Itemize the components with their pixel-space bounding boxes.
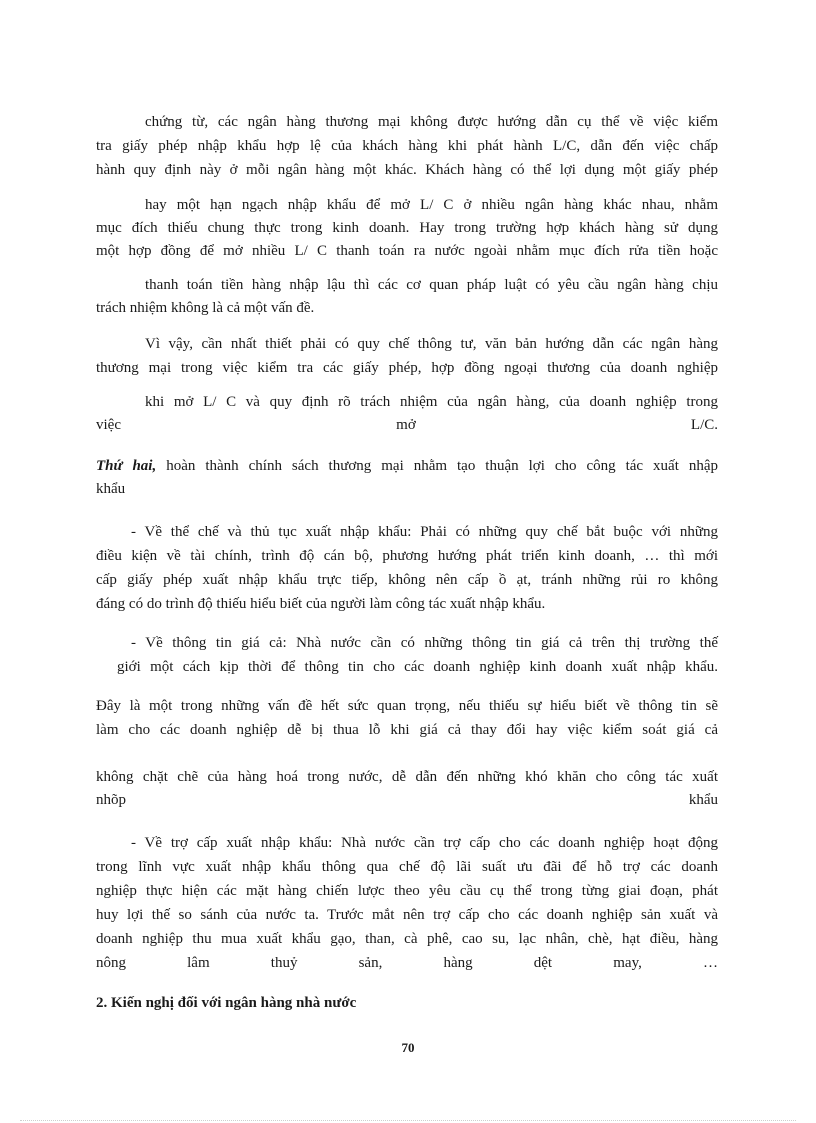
text-line: đáng có do trình độ thiếu hiểu biết của người làm công tác xuất nhập khẩu. — [96, 596, 546, 612]
text-line: không chặt chẽ của hàng hoá trong nước, dễ dẫn đến những khó khăn cho công tác xuất — [96, 769, 718, 785]
text-line: khẩu — [96, 481, 126, 497]
text-line: nghiệp thực hiện các mặt hàng chiến lược theo yêu cầu cụ thể trong từng giai đoạn, phát — [96, 883, 718, 899]
text-line: trách nhiệm không là cả một vấn đề. — [96, 300, 315, 316]
text-line: - Về thể chế và thủ tục xuất nhập khẩu: Phải có những quy chế bắt buộc với những — [131, 524, 718, 540]
text-line: hành quy định này ở mỗi ngân hàng một khác. Khách hàng có thể lợi dụng một giấy phép — [96, 162, 718, 178]
text-line: giới một cách kịp thời để thông tin cho các doanh nghiệp kinh doanh xuất nhập khẩu. — [117, 659, 718, 675]
page-number: 70 — [401, 1040, 415, 1055]
text-line: doanh nghiệp thu mua xuất khẩu gạo, than, cà phê, cao su, lạc nhân, chè, hạt điều, hàng — [96, 931, 718, 947]
text-line: hay một hạn ngạch nhập khẩu để mở L/ C ở nhiều ngân hàng khác nhau, nhằm — [145, 197, 718, 213]
text-line: - Về trợ cấp xuất nhập khẩu: Nhà nước cần trợ cấp cho các doanh nghiệp hoạt động — [131, 835, 718, 851]
text-line: Đây là một trong những vấn đề hết sức quan trọng, nếu thiếu sự hiểu biết về thông tin sẽ — [96, 698, 718, 714]
text-line: Vì vậy, cần nhất thiết phải có quy chế thông tư, văn bản hướng dẫn các ngân hàng — [145, 336, 718, 352]
section-heading: 2. Kiến nghị đối với ngân hàng nhà nước — [96, 995, 357, 1011]
text-line: nhõp khẩu — [96, 792, 718, 808]
lead-in: Thứ hai, — [96, 458, 157, 474]
text-line — [96, 457, 718, 475]
text-line: một hợp đồng để mở nhiều L/ C thanh toán ra nước ngoài nhằm mục đích rửa tiền hoặc — [96, 243, 718, 259]
footer-divider — [20, 1120, 796, 1121]
text-line: mục đích thiếu chung thực trong kinh doanh. Hay trong trường hợp khách hàng sử dụng — [96, 220, 718, 236]
text-line: làm cho các doanh nghiệp dễ bị thua lỗ khi giá cả thay đổi hay việc kiểm soát giá cả — [96, 722, 718, 738]
text-line: điều kiện về tài chính, trình độ cán bộ, phương hướng phát triển kinh doanh, … thì mới — [96, 548, 718, 564]
text-line: trong lĩnh vực xuất nhập khẩu thông qua chế độ lãi suất ưu đãi để hỗ trợ các doanh — [96, 859, 718, 875]
text-line: cấp giấy phép xuất nhập khẩu trực tiếp, không nên cấp ồ ạt, tránh những rủi ro không — [96, 572, 718, 588]
lead-text: hoàn thành chính sách thương mại nhằm tạo thuận lợi cho công tác xuất nhập — [166, 458, 719, 474]
text-line: thương mại trong việc kiểm tra các giấy phép, hợp đồng ngoại thương của doanh nghiệp — [96, 360, 718, 376]
text-line: - Về thông tin giá cả: Nhà nước cần có những thông tin giá cả trên thị trường thế — [131, 635, 718, 651]
text-line: huy lợi thế so sánh của nước ta. Trước mắt nên trợ cấp cho các doanh nghiệp sản xuất và — [96, 907, 718, 923]
text-line: khi mở L/ C và quy định rõ trách nhiệm của ngân hàng, của doanh nghiệp trong — [145, 394, 718, 410]
text-line: chứng từ, các ngân hàng thương mại không được hướng dẫn cụ thể về việc kiểm — [145, 114, 718, 130]
text-line: việc mở L/C. — [96, 417, 718, 433]
text-line: tra giấy phép nhập khẩu hợp lệ của khách hàng khi phát hành L/C, dẫn đến việc chấp — [96, 138, 718, 154]
text-line: nông lâm thuỷ sản, hàng dệt may, … — [96, 955, 718, 971]
text-line: thanh toán tiền hàng nhập lậu thì các cơ quan pháp luật có yêu cầu ngân hàng chịu — [145, 277, 718, 293]
